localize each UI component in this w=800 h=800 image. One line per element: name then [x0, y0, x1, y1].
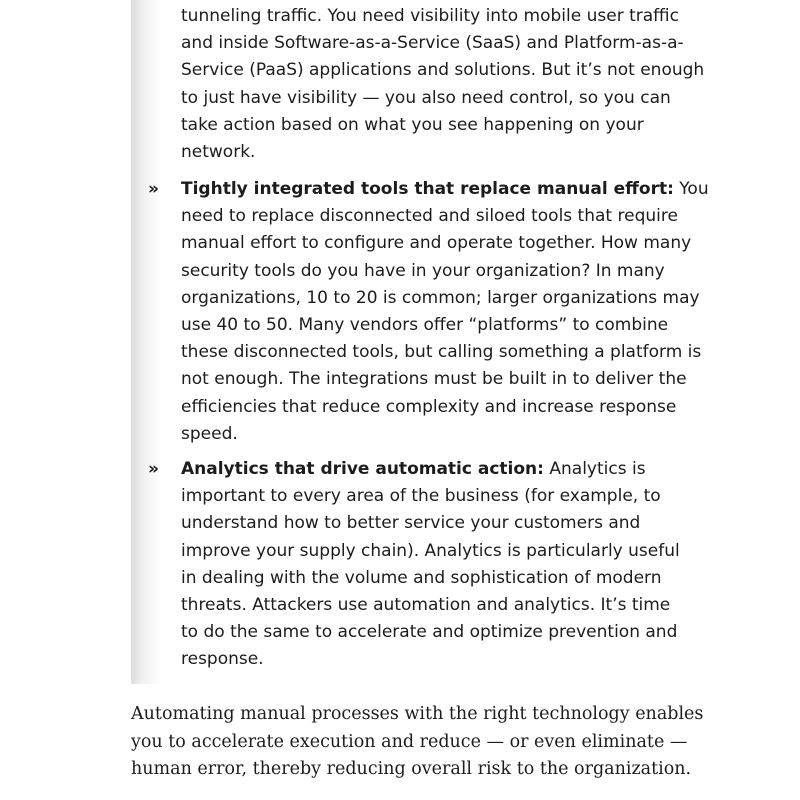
text-line: to do the same to accelerate and optimize prevention and [181, 622, 678, 643]
text-line: in dealing with the volume and sophistication of modern [181, 567, 662, 588]
text-line: use 40 to 50. Many vendors offer “platforms” to combine [181, 315, 669, 336]
text-line: security tools do you have in your organization? In many [181, 260, 665, 281]
text-line: tunneling traffic. You need visibility into mobile user traffic [181, 6, 679, 26]
text-line: human error, thereby reducing overall risk to the organization. [131, 759, 692, 779]
text-line: important to every area of the business (for example, to [181, 486, 661, 507]
text-line: efficiencies that reduce complexity and increase response [181, 396, 677, 417]
text-line: need to replace disconnected and siloed tools that require [181, 206, 678, 227]
text-line: these disconnected tools, but calling something a platform is [181, 342, 702, 363]
text-line: and inside Software-as-a-Service (SaaS) and Platform-as-a- [181, 33, 684, 54]
bullet-marker-icon: » [148, 459, 159, 479]
bullet-heading: Analytics that drive automatic action: [181, 459, 544, 479]
text-line: manual effort to configure and operate together. How many [181, 233, 692, 254]
text-line: understand how to better service your customers and [181, 513, 641, 534]
bullet-integrated-tools [181, 176, 709, 448]
bullet-continuation [181, 3, 704, 166]
bullet-first-line [181, 456, 680, 483]
text-line: speed. [181, 423, 238, 444]
text-line: response. [181, 649, 264, 670]
bullet-analytics [181, 456, 680, 674]
text-line: improve your supply chain). Analytics is particularly useful [181, 540, 680, 561]
text-line: threats. Attackers use automation and analytics. It’s time [181, 595, 671, 616]
bullet-heading-rest: Analytics is [543, 459, 646, 479]
text-line: Service (PaaS) applications and solutions. But it’s not enough [181, 60, 705, 81]
bullet-first-line [181, 176, 709, 203]
text-line: network. [181, 142, 256, 163]
closing-paragraph [131, 701, 703, 784]
bullet-heading: Tightly integrated tools that replace manual effort: [181, 179, 674, 199]
bullet-marker-icon: » [148, 179, 159, 199]
bullet-heading-rest: You [673, 179, 709, 199]
text-line: you to accelerate execution and reduce — or even eliminate — [131, 731, 688, 752]
text-line: Automating manual processes with the right technology enables [131, 704, 704, 724]
text-line: not enough. The integrations must be built in to deliver the [181, 369, 687, 390]
text-line: to just have visibility — you also need control, so you can [181, 87, 671, 108]
text-line: take action based on what you see happening on your [181, 114, 644, 135]
text-line: organizations, 10 to 20 is common; larger organizations may [181, 287, 700, 308]
